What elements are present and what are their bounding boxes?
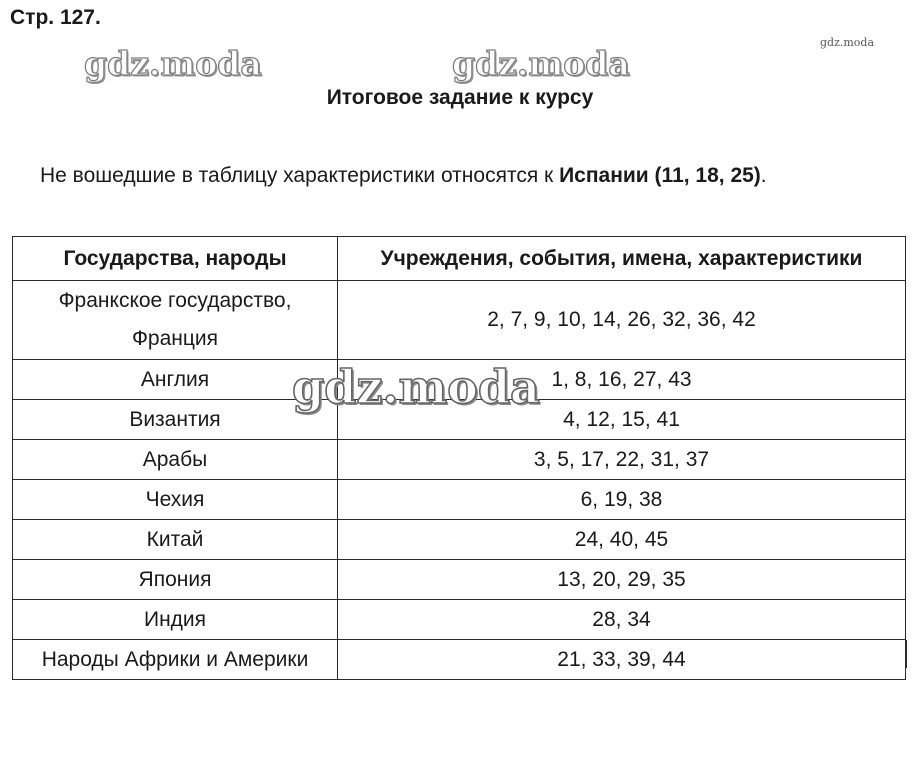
row-items: 21, 33, 39, 44 <box>338 640 906 680</box>
row-state-name: Индия <box>13 600 338 640</box>
table-row <box>13 480 906 520</box>
table-row <box>13 281 906 360</box>
watermark-logo: gdz.moda <box>84 44 262 83</box>
watermark-logo-large: gdz.moda <box>292 360 540 414</box>
row-items: 6, 19, 38 <box>338 480 906 520</box>
watermark-logo: gdz.moda <box>452 44 630 83</box>
row-state-name: Народы Африки и Америки <box>13 640 338 680</box>
row-items: 13, 20, 29, 35 <box>338 560 906 600</box>
row-items: 4, 12, 15, 41 <box>338 400 906 440</box>
row-items: 3, 5, 17, 22, 31, 37 <box>338 440 906 480</box>
table-row <box>13 640 906 680</box>
row-state-name-line1: Франкское государство, <box>58 289 292 312</box>
row-state-name: Византия <box>13 400 338 440</box>
row-state-name <box>13 281 338 360</box>
row-state-name-line2: Франция <box>131 327 219 350</box>
intro-text: Не вошедшие в таблицу характеристики относятся к <box>40 164 560 187</box>
table-header-row <box>13 237 906 281</box>
row-state-name: Арабы <box>13 440 338 480</box>
page-heading: Итоговое задание к курсу <box>326 86 594 109</box>
intro-paragraph <box>40 164 767 188</box>
page-number: Стр. 127. <box>10 6 101 29</box>
states-table <box>12 236 906 680</box>
watermark-logo-small: gdz.moda <box>820 36 875 49</box>
row-state-name: Япония <box>13 560 338 600</box>
row-items: 24, 40, 45 <box>338 520 906 560</box>
row-items: 2, 7, 9, 10, 14, 26, 32, 36, 42 <box>338 281 906 360</box>
header-characteristics: Учреждения, события, имена, характеристики <box>338 237 906 281</box>
scan-edge-line <box>905 640 907 668</box>
table-row <box>13 440 906 480</box>
intro-text-end: . <box>760 164 767 187</box>
row-state-name: Англия <box>13 360 338 400</box>
row-state-name: Китай <box>13 520 338 560</box>
table-row <box>13 560 906 600</box>
header-states: Государства, народы <box>13 237 338 281</box>
row-items: 1, 8, 16, 27, 43 <box>338 360 906 400</box>
table-row <box>13 520 906 560</box>
row-state-name: Чехия <box>13 480 338 520</box>
table-row <box>13 600 906 640</box>
intro-bold-country: Испании (11, 18, 25) <box>559 164 761 187</box>
row-items: 28, 34 <box>338 600 906 640</box>
